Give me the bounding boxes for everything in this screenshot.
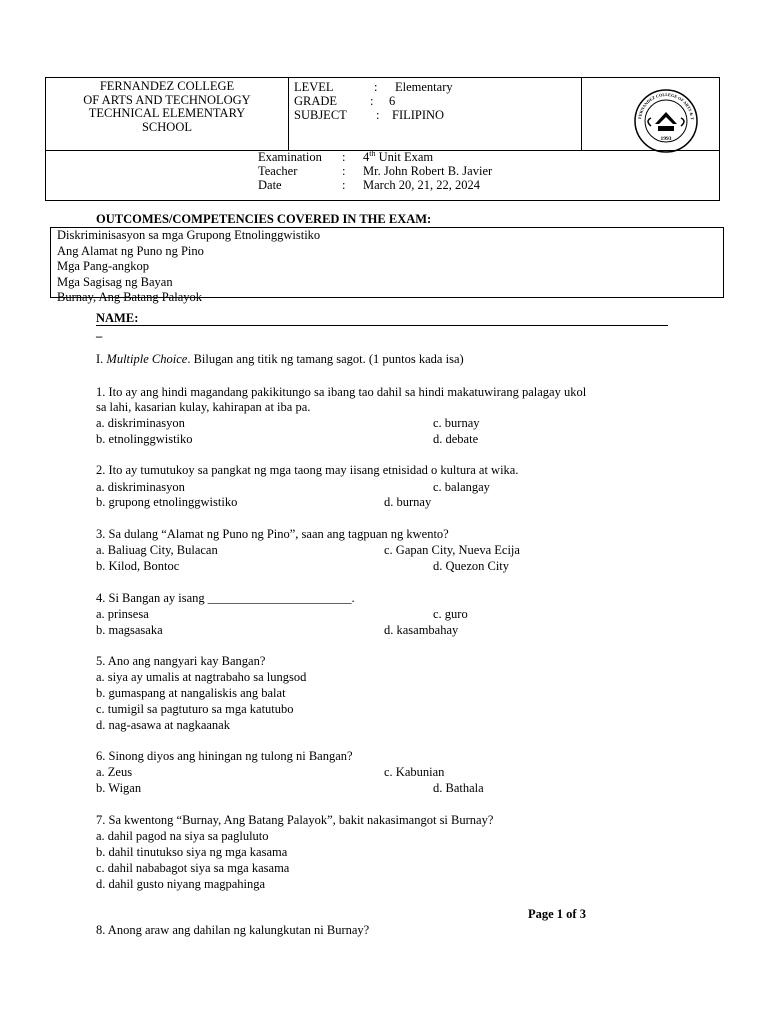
outcome-item: Burnay, Ang Batang Palayok xyxy=(57,290,203,305)
question-4: 4. Si Bangan ay isang _______________________. xyxy=(96,591,355,605)
header-divider xyxy=(581,78,582,151)
exam-suffix: th xyxy=(369,148,376,158)
question-5: 5. Ano ang nangyari kay Bangan? xyxy=(96,654,266,668)
school-name xyxy=(46,80,288,134)
choice-b[interactable]: b. dahil tinutukso siya ng mga kasama xyxy=(96,845,288,859)
question-3: 3. Sa dulang “Alamat ng Puno ng Pino”, saan ang tagpuan ng kwento? xyxy=(96,527,449,541)
instructions-type: Multiple Choice xyxy=(106,352,188,366)
level-colon: : xyxy=(374,80,378,94)
date-value: March 20, 21, 22, 2024 xyxy=(363,178,480,192)
school-name-line: SCHOOL xyxy=(141,119,192,134)
seal-year: 1993 xyxy=(660,136,672,142)
exam-number: 4 xyxy=(363,150,370,164)
date-colon: : xyxy=(342,178,346,192)
teacher-label: Teacher xyxy=(258,164,298,178)
school-seal-logo xyxy=(633,88,699,154)
choice-a[interactable]: a. diskriminasyon xyxy=(96,480,185,494)
school-name-line: TECHNICAL ELEMENTARY xyxy=(88,106,246,120)
choice-d[interactable]: d. burnay xyxy=(384,495,432,509)
school-name-line: FERNANDEZ COLLEGE xyxy=(99,79,235,93)
question-8: 8. Anong araw ang dahilan ng kalungkutan ni Burnay? xyxy=(96,923,370,937)
question-6: 6. Sinong diyos ang hiningan ng tulong ni Bangan? xyxy=(96,749,353,763)
choice-a[interactable]: a. dahil pagod na siya sa pagluluto xyxy=(96,829,269,843)
subject-value: FILIPINO xyxy=(392,108,445,122)
choice-c[interactable]: c. Kabunian xyxy=(384,765,445,779)
choice-c[interactable]: c. guro xyxy=(433,607,468,621)
exam-info xyxy=(258,148,493,192)
choice-d[interactable]: d. nag-asawa at nagkaanak xyxy=(96,718,230,732)
choice-d[interactable]: d. kasambahay xyxy=(384,623,459,637)
choice-a[interactable]: a. prinsesa xyxy=(96,607,149,621)
outcomes-title: OUTCOMES/COMPETENCIES COVERED IN THE EXAM: xyxy=(96,212,432,226)
choice-d[interactable]: d. dahil gusto niyang magpahinga xyxy=(96,877,266,891)
exam-label: Examination xyxy=(258,150,322,164)
date-label: Date xyxy=(258,178,282,192)
question-text: 1. Ito ay ang hindi magandang pakikitungo sa ibang tao dahil sa hindi makatuwirang palagay ukol xyxy=(96,385,587,399)
choice-c[interactable]: c. burnay xyxy=(433,416,480,430)
outcomes-box xyxy=(50,227,724,305)
header-divider xyxy=(288,78,289,151)
seal-text: FERNANDEZ COLLEGE OF ARTS & T xyxy=(637,91,695,121)
choice-a[interactable]: a. siya ay umalis at nagtrabaho sa lungsod xyxy=(96,670,307,684)
question-2: 2. Ito ay tumutukoy sa pangkat ng mga taong may iisang etnisidad o kultura at wika. xyxy=(96,463,519,477)
name-field-line[interactable] xyxy=(96,325,668,326)
question-7: 7. Sa kwentong “Burnay, Ang Batang Palayok”, bakit nakasimangot si Burnay? xyxy=(96,813,494,827)
exam-value xyxy=(363,150,433,164)
choice-c[interactable]: c. balangay xyxy=(433,480,490,494)
outcome-item: Diskriminisasyon sa mga Grupong Etnolinggwistiko xyxy=(57,228,321,242)
choice-d[interactable]: d. Quezon City xyxy=(433,559,510,573)
choice-c[interactable]: c. Gapan City, Nueva Ecija xyxy=(384,543,520,557)
instructions-prefix: I. xyxy=(96,352,107,366)
exam-colon: : xyxy=(342,150,346,164)
choice-b[interactable]: b. Kilod, Bontoc xyxy=(96,559,180,573)
teacher-value: Mr. John Robert B. Javier xyxy=(363,164,493,178)
header-table xyxy=(45,77,720,201)
name-dash: – xyxy=(96,329,103,343)
outcome-item: Mga Sagisag ng Bayan xyxy=(57,274,173,289)
choice-b[interactable]: b. grupong etnolinggwistiko xyxy=(96,495,238,509)
outcome-item: Ang Alamat ng Puno ng Pino xyxy=(57,243,204,258)
choice-d[interactable]: d. debate xyxy=(433,432,479,446)
level-value: Elementary xyxy=(395,80,453,94)
grade-value: 6 xyxy=(389,94,396,108)
level-label: LEVEL xyxy=(294,80,334,94)
page-number: Page 1 of 3 xyxy=(528,907,586,921)
subject-colon: : xyxy=(376,108,380,122)
name-label: NAME: xyxy=(96,311,139,325)
teacher-colon: : xyxy=(342,164,346,178)
choice-a[interactable]: a. Zeus xyxy=(96,765,133,779)
grade-label: GRADE xyxy=(294,94,338,108)
subject-label: SUBJECT xyxy=(294,108,347,122)
choice-c[interactable]: c. tumigil sa pagtuturo sa mga katutubo xyxy=(96,702,294,716)
school-name-line: OF ARTS AND TECHNOLOGY xyxy=(83,92,251,107)
choice-a[interactable]: a. Baliuag City, Bulacan xyxy=(96,543,218,557)
choice-b[interactable]: b. etnolinggwistiko xyxy=(96,432,193,446)
class-info xyxy=(294,80,453,122)
choice-d[interactable]: d. Bathala xyxy=(433,781,484,795)
choice-c[interactable]: c. dahil nababagot siya sa mga kasama xyxy=(96,861,290,875)
choice-a[interactable]: a. diskriminasyon xyxy=(96,416,185,430)
instructions xyxy=(96,352,464,367)
grade-colon: : xyxy=(370,94,374,108)
question-text: sa lahi, kasarian kulay, kahirapan at iba pa. xyxy=(96,400,311,414)
outcome-item: Mga Pang-angkop xyxy=(57,259,149,274)
choice-b[interactable]: b. Wigan xyxy=(96,781,142,795)
question-1 xyxy=(96,385,696,415)
instructions-text: . Bilugan ang titik ng tamang sagot. (1 puntos kada isa) xyxy=(187,352,464,366)
choice-b[interactable]: b. magsasaka xyxy=(96,623,163,637)
exam-type: Unit Exam xyxy=(378,150,434,164)
choice-b[interactable]: b. gumaspang at nangaliskis ang balat xyxy=(96,686,286,700)
